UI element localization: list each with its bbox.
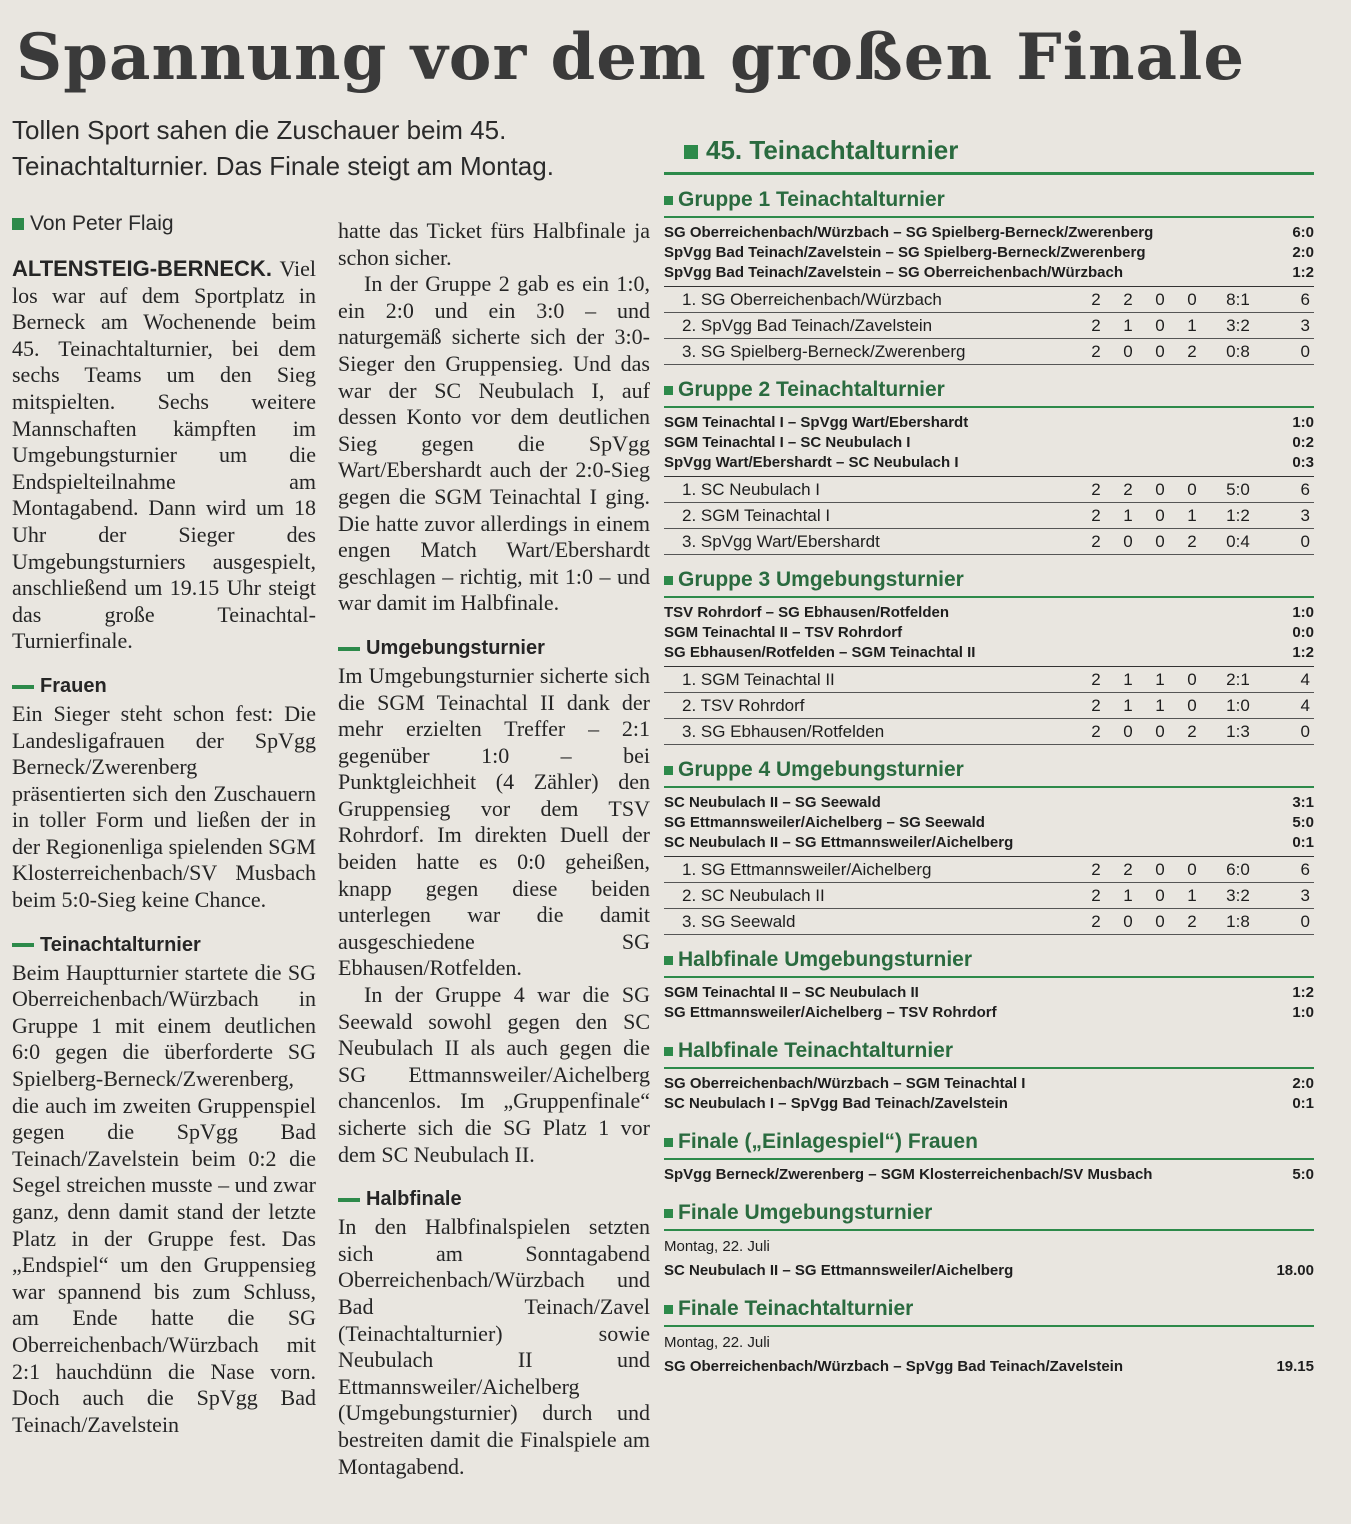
draws: 1 bbox=[1155, 695, 1165, 715]
goal-difference: 1:3 bbox=[1226, 721, 1250, 741]
square-bullet-icon bbox=[664, 196, 673, 205]
headline: Spannung vor dem großen Finale bbox=[16, 20, 1246, 95]
points: 6 bbox=[1300, 859, 1310, 879]
match-row bbox=[664, 793, 1314, 813]
match-score: 19.15 bbox=[1276, 1358, 1314, 1375]
match-row bbox=[664, 983, 1314, 1003]
section-title bbox=[664, 757, 1314, 788]
dash-marker-icon bbox=[12, 943, 34, 947]
paragraph-continued: hatte das Ticket fürs Halbfinale ja schon sicher. bbox=[338, 218, 650, 270]
games-played: 2 bbox=[1091, 289, 1101, 309]
section-hf-umgebung bbox=[664, 947, 1314, 1026]
match-list bbox=[664, 978, 1314, 1026]
match-row bbox=[664, 1165, 1314, 1185]
goal-difference: 3:2 bbox=[1226, 315, 1250, 335]
match-row bbox=[664, 833, 1314, 853]
match-score: 0:0 bbox=[1292, 624, 1314, 641]
match-row bbox=[664, 623, 1314, 643]
section-g3 bbox=[664, 567, 1314, 745]
points: 0 bbox=[1300, 911, 1310, 931]
match-score: 3:1 bbox=[1292, 794, 1314, 811]
standings-row bbox=[664, 477, 1314, 503]
paragraph-umgebung: Im Umgebungsturnier sicherte sich die SGM Teinachtal II dank der mehr erzielten Treffer – 2:1 gegenüber 1:0 – bei Punktgleichheit (4 Zähler) den Gruppensieg vor dem TSV Rohrdorf. Im direkten Duell der beiden hatte es 0:0 geheißen, knapp gegen diese beiden unterlegen war die damit ausgeschiedene SG Ebhausen/Rotfelden. bbox=[338, 662, 650, 981]
team-name: 3. SpVgg Wart/Ebershardt bbox=[682, 531, 880, 551]
losses: 2 bbox=[1187, 531, 1197, 551]
standings-table bbox=[664, 286, 1314, 365]
points: 3 bbox=[1300, 885, 1310, 905]
standings-row bbox=[664, 529, 1314, 555]
match-teams: SC Neubulach II – SG Ettmannsweiler/Aichelberg bbox=[664, 834, 1014, 851]
games-played: 2 bbox=[1091, 911, 1101, 931]
points: 3 bbox=[1300, 315, 1310, 335]
dash-marker-icon bbox=[338, 647, 360, 651]
square-bullet-icon bbox=[664, 766, 673, 775]
losses: 1 bbox=[1187, 505, 1197, 525]
losses: 0 bbox=[1187, 479, 1197, 499]
standings-row bbox=[664, 667, 1314, 693]
wins: 1 bbox=[1123, 505, 1133, 525]
section-title bbox=[664, 567, 1314, 598]
section-title-text: Gruppe 2 Teinachtalturnier bbox=[678, 378, 945, 401]
square-bullet-icon bbox=[664, 1305, 673, 1314]
match-teams: SC Neubulach II – SG Ettmannsweiler/Aichelberg bbox=[664, 1262, 1014, 1279]
match-teams: SpVgg Bad Teinach/Zavelstein – SG Oberreichenbach/Würzbach bbox=[664, 264, 1124, 281]
section-title bbox=[664, 947, 1314, 978]
match-score: 18.00 bbox=[1276, 1262, 1314, 1279]
draws: 0 bbox=[1155, 721, 1165, 741]
points: 6 bbox=[1300, 289, 1310, 309]
match-row bbox=[664, 1094, 1314, 1114]
points: 3 bbox=[1300, 505, 1310, 525]
match-teams: SG Oberreichenbach/Würzbach – SG Spielberg-Berneck/Zwerenberg bbox=[664, 224, 1154, 241]
match-date: Montag, 22. Juli bbox=[664, 1334, 770, 1351]
subheading-frauen bbox=[12, 673, 316, 699]
wins: 2 bbox=[1123, 859, 1133, 879]
points: 0 bbox=[1300, 531, 1310, 551]
match-row bbox=[664, 263, 1314, 283]
section-title bbox=[664, 377, 1314, 408]
match-row bbox=[664, 813, 1314, 833]
match-row bbox=[664, 1357, 1314, 1377]
paragraph-gruppe2: In der Gruppe 2 gab es ein 1:0, ein 2:0 und ein 3:0 – und naturgemäß sicherte sich der 3:0-Sieger den Gruppensieg. Und das war der SC Neubulach I, auf dessen Konto vor dem deutlichen Sieg gegen die SpVgg Wart/Ebershardt auch der 2:0-Sieg gegen die SGM Teinachtal I ging. Die hatte zuvor allerdings in einem engen Match Wart/Ebershardt geschlagen – richtig, mit 1:0 – und war damit im Halbfinale. bbox=[338, 271, 650, 616]
match-teams: SG Ettmannsweiler/Aichelberg – TSV Rohrdorf bbox=[664, 1004, 997, 1021]
square-bullet-icon bbox=[664, 1138, 673, 1147]
games-played: 2 bbox=[1091, 341, 1101, 361]
section-title bbox=[664, 1200, 1314, 1231]
draws: 1 bbox=[1155, 669, 1165, 689]
goal-difference: 8:1 bbox=[1226, 289, 1250, 309]
match-list bbox=[664, 1352, 1314, 1380]
section-title-text: Gruppe 4 Umgebungsturnier bbox=[678, 758, 964, 781]
subheading-umgebung bbox=[338, 635, 650, 661]
wins: 0 bbox=[1123, 721, 1133, 741]
points: 4 bbox=[1300, 695, 1310, 715]
match-score: 1:0 bbox=[1292, 1004, 1314, 1021]
standings-row bbox=[664, 503, 1314, 529]
wins: 2 bbox=[1123, 289, 1133, 309]
draws: 0 bbox=[1155, 505, 1165, 525]
square-bullet-icon bbox=[664, 956, 673, 965]
draws: 0 bbox=[1155, 531, 1165, 551]
section-title-text: Finale Umgebungsturnier bbox=[678, 1201, 933, 1224]
section-title bbox=[664, 1129, 1314, 1160]
games-played: 2 bbox=[1091, 885, 1101, 905]
match-row bbox=[664, 1074, 1314, 1094]
section-title bbox=[664, 187, 1314, 218]
points: 0 bbox=[1300, 341, 1310, 361]
match-score: 1:0 bbox=[1292, 604, 1314, 621]
wins: 2 bbox=[1123, 479, 1133, 499]
match-row bbox=[664, 243, 1314, 263]
square-bullet-icon bbox=[12, 218, 24, 230]
match-teams: SC Neubulach I – SpVgg Bad Teinach/Zavelstein bbox=[664, 1095, 1008, 1112]
standings-row bbox=[664, 857, 1314, 883]
match-list bbox=[664, 1256, 1314, 1284]
losses: 0 bbox=[1187, 695, 1197, 715]
wins: 1 bbox=[1123, 669, 1133, 689]
standings-row bbox=[664, 287, 1314, 313]
goal-difference: 1:0 bbox=[1226, 695, 1250, 715]
match-teams: TSV Rohrdorf – SG Ebhausen/Rotfelden bbox=[664, 604, 950, 621]
match-score: 5:0 bbox=[1292, 814, 1314, 831]
standings-table bbox=[664, 856, 1314, 935]
square-bullet-icon bbox=[664, 386, 673, 395]
paragraph-halbfinale: In den Halbfinalspielen setzten sich am Sonntagabend Oberreichenbach/Würzbach und Bad Teinach/Zavel (Teinachtalturnier) sowie Neubulach II und Ettmannsweiler/Aichelberg (Umgebungsturnier) durch und bestreiten damit die Finalspiele am Montagabend. bbox=[338, 1214, 650, 1479]
match-score: 2:0 bbox=[1292, 244, 1314, 261]
match-list bbox=[664, 598, 1314, 666]
games-played: 2 bbox=[1091, 721, 1101, 741]
byline bbox=[12, 212, 174, 236]
games-played: 2 bbox=[1091, 505, 1101, 525]
match-score: 2:0 bbox=[1292, 1075, 1314, 1092]
games-played: 2 bbox=[1091, 315, 1101, 335]
square-bullet-icon bbox=[684, 145, 698, 159]
games-played: 2 bbox=[1091, 669, 1101, 689]
losses: 2 bbox=[1187, 341, 1197, 361]
paragraph-teinachtal: Beim Hauptturnier startete die SG Oberreichenbach/Würzbach in Gruppe 1 mit einem deutlichen 6:0 gegen die überforderte SG Spielberg-Berneck/Zwerenberg, die auch im zweiten Gruppenspiel gegen die SpVgg Bad Teinach/Zavelstein beim 0:2 die Segel streichen musste – und zwar ganz, denn damit stand der letzte Platz in der Gruppe fest. Das „Endspiel“ um den Gruppensieg war spannend bis zum Schluss, am Ende hatte die SG Oberreichenbach/Würzbach mit 2:1 hauchdünn die Nase vorn. Doch auch die SpVgg Bad Teinach/Zavelstein bbox=[12, 959, 316, 1437]
paragraph-frauen: Ein Sieger steht schon fest: Die Landesligafrauen der SpVgg Berneck/Zwerenberg präsentierten sich den Zuschauern in toller Form und ließen der in der Regionenliga spielenden SGM Klosterreichenbach/SV Musbach beim 5:0-Sieg keine Chance. bbox=[12, 700, 316, 913]
losses: 0 bbox=[1187, 859, 1197, 879]
results-title bbox=[664, 128, 1314, 175]
goal-difference: 5:0 bbox=[1226, 479, 1250, 499]
standings-table bbox=[664, 666, 1314, 745]
section-g1 bbox=[664, 187, 1314, 365]
match-teams: SpVgg Berneck/Zwerenberg – SGM Klosterreichenbach/SV Musbach bbox=[664, 1166, 1153, 1183]
points: 6 bbox=[1300, 479, 1310, 499]
wins: 1 bbox=[1123, 695, 1133, 715]
draws: 0 bbox=[1155, 479, 1165, 499]
match-row bbox=[664, 1003, 1314, 1023]
match-score: 1:2 bbox=[1292, 984, 1314, 1001]
square-bullet-icon bbox=[664, 1209, 673, 1218]
team-name: 3. SG Spielberg-Berneck/Zwerenberg bbox=[682, 341, 966, 361]
results-box bbox=[664, 128, 1314, 1380]
standings-row bbox=[664, 313, 1314, 339]
section-title-text: Gruppe 3 Umgebungsturnier bbox=[678, 568, 964, 591]
team-name: 2. SGM Teinachtal I bbox=[682, 505, 831, 525]
match-teams: SpVgg Wart/Ebershardt – SC Neubulach I bbox=[664, 454, 959, 471]
match-teams: SG Oberreichenbach/Würzbach – SpVgg Bad Teinach/Zavelstein bbox=[664, 1358, 1124, 1375]
team-name: 3. SG Ebhausen/Rotfelden bbox=[682, 721, 885, 741]
goal-difference: 2:1 bbox=[1226, 669, 1250, 689]
match-row bbox=[664, 453, 1314, 473]
section-g4 bbox=[664, 757, 1314, 935]
goal-difference: 3:2 bbox=[1226, 885, 1250, 905]
subheading-teinachtal-text: Teinachtalturnier bbox=[40, 933, 201, 956]
match-teams: SC Neubulach II – SG Seewald bbox=[664, 794, 881, 811]
section-title-text: Gruppe 1 Teinachtalturnier bbox=[678, 188, 945, 211]
team-name: 2. TSV Rohrdorf bbox=[682, 695, 805, 715]
team-name: 1. SG Oberreichenbach/Würzbach bbox=[682, 289, 942, 309]
match-list bbox=[664, 788, 1314, 856]
subheading-teinachtal bbox=[12, 932, 316, 958]
losses: 2 bbox=[1187, 721, 1197, 741]
match-score: 5:0 bbox=[1292, 1166, 1314, 1183]
losses: 1 bbox=[1187, 315, 1197, 335]
section-g2 bbox=[664, 377, 1314, 555]
article-column-1 bbox=[12, 256, 316, 1438]
match-list bbox=[664, 408, 1314, 476]
wins: 0 bbox=[1123, 341, 1133, 361]
paragraph-gruppe4: In der Gruppe 4 war die SG Seewald sowohl gegen den SC Neubulach II als auch gegen die SG Ettmannsweiler/Aichelberg chancenlos. Im „Gruppenfinale“ sicherte sich die SG Platz 1 vor dem SC Neubulach II. bbox=[338, 982, 650, 1167]
match-score: 0:3 bbox=[1292, 454, 1314, 471]
dateline: ALTENSTEIG-BERNECK. bbox=[12, 256, 272, 281]
match-score: 1:0 bbox=[1292, 414, 1314, 431]
team-name: 2. SC Neubulach II bbox=[682, 885, 825, 905]
team-name: 1. SG Ettmannsweiler/Aichelberg bbox=[682, 859, 932, 879]
section-title-text: Halbfinale Teinachtalturnier bbox=[678, 1039, 953, 1062]
match-score: 1:2 bbox=[1292, 264, 1314, 281]
dash-marker-icon bbox=[12, 685, 34, 689]
match-date: Montag, 22. Juli bbox=[664, 1238, 770, 1255]
standings-table bbox=[664, 476, 1314, 555]
intro-paragraph: Viel los war auf dem Sportplatz in Berneck am Wochenende beim 45. Teinachtalturnier, bei dem sechs Teams um den Sieg mitspielten. Sechs weitere Mannschaften kämpften im Umgebungsturnier um die Endspielteilnahme am Montagabend. Dann wird um 18 Uhr der Sieger des Umgebungsturniers ausgespielt, anschließend um 19.15 Uhr steigt das große Teinachtal-Turnierfinale. bbox=[12, 256, 316, 654]
byline-text: Von Peter Flaig bbox=[30, 212, 174, 235]
goal-difference: 0:8 bbox=[1226, 341, 1250, 361]
losses: 2 bbox=[1187, 911, 1197, 931]
square-bullet-icon bbox=[664, 1047, 673, 1056]
results-title-text: 45. Teinachtalturnier bbox=[706, 135, 959, 165]
section-title bbox=[664, 1296, 1314, 1327]
subheading-frauen-text: Frauen bbox=[40, 674, 107, 697]
points: 0 bbox=[1300, 721, 1310, 741]
match-row bbox=[664, 223, 1314, 243]
match-teams: SGM Teinachtal II – SC Neubulach II bbox=[664, 984, 919, 1001]
subheading-umgebung-text: Umgebungsturnier bbox=[366, 636, 545, 659]
section-finale-umgebung bbox=[664, 1200, 1314, 1284]
dash-marker-icon bbox=[338, 1198, 360, 1202]
match-teams: SGM Teinachtal I – SC Neubulach I bbox=[664, 434, 911, 451]
draws: 0 bbox=[1155, 341, 1165, 361]
section-title-text: Finale („Einlagespiel“) Frauen bbox=[678, 1130, 978, 1153]
losses: 0 bbox=[1187, 669, 1197, 689]
games-played: 2 bbox=[1091, 479, 1101, 499]
games-played: 2 bbox=[1091, 531, 1101, 551]
match-teams: SGM Teinachtal I – SpVgg Wart/Ebershardt bbox=[664, 414, 969, 431]
subheading-halbfinale bbox=[338, 1186, 650, 1212]
losses: 0 bbox=[1187, 289, 1197, 309]
match-list bbox=[664, 1069, 1314, 1117]
section-title-text: Finale Teinachtalturnier bbox=[678, 1297, 914, 1320]
match-teams: SG Oberreichenbach/Würzbach – SGM Teinachtal I bbox=[664, 1075, 1026, 1092]
goal-difference: 6:0 bbox=[1226, 859, 1250, 879]
draws: 0 bbox=[1155, 315, 1165, 335]
standings-row bbox=[664, 909, 1314, 935]
standings-row bbox=[664, 339, 1314, 365]
match-score: 0:1 bbox=[1292, 1095, 1314, 1112]
team-name: 2. SpVgg Bad Teinach/Zavelstein bbox=[682, 315, 933, 335]
losses: 1 bbox=[1187, 885, 1197, 905]
draws: 0 bbox=[1155, 885, 1165, 905]
section-title bbox=[664, 1038, 1314, 1069]
wins: 1 bbox=[1123, 315, 1133, 335]
draws: 0 bbox=[1155, 289, 1165, 309]
article-column-2 bbox=[338, 218, 650, 1480]
subheadline: Tollen Sport sahen die Zuschauer beim 45. Teinachtalturnier. Das Finale steigt am Montag. bbox=[12, 115, 554, 181]
points: 4 bbox=[1300, 669, 1310, 689]
wins: 1 bbox=[1123, 885, 1133, 905]
draws: 0 bbox=[1155, 911, 1165, 931]
goal-difference: 0:4 bbox=[1226, 531, 1250, 551]
draws: 0 bbox=[1155, 859, 1165, 879]
standings-row bbox=[664, 693, 1314, 719]
match-row bbox=[664, 1261, 1314, 1281]
standings-row bbox=[664, 719, 1314, 745]
goal-difference: 1:2 bbox=[1226, 505, 1250, 525]
goal-difference: 1:8 bbox=[1226, 911, 1250, 931]
team-name: 1. SGM Teinachtal II bbox=[682, 669, 835, 689]
subheading-halbfinale-text: Halbfinale bbox=[366, 1188, 462, 1211]
section-hf-teinachtal bbox=[664, 1038, 1314, 1117]
match-teams: SG Ettmannsweiler/Aichelberg – SG Seewald bbox=[664, 814, 985, 831]
team-name: 3. SG Seewald bbox=[682, 911, 796, 931]
section-title-text: Halbfinale Umgebungsturnier bbox=[678, 948, 973, 971]
match-list bbox=[664, 1160, 1314, 1188]
match-row bbox=[664, 643, 1314, 663]
wins: 0 bbox=[1123, 911, 1133, 931]
section-finale-teinachtal bbox=[664, 1296, 1314, 1380]
match-row bbox=[664, 603, 1314, 623]
square-bullet-icon bbox=[664, 576, 673, 585]
match-score: 0:2 bbox=[1292, 434, 1314, 451]
results-sections bbox=[664, 187, 1314, 1380]
match-teams: SG Ebhausen/Rotfelden – SGM Teinachtal II bbox=[664, 644, 976, 661]
match-list bbox=[664, 218, 1314, 286]
match-score: 0:1 bbox=[1292, 834, 1314, 851]
games-played: 2 bbox=[1091, 695, 1101, 715]
team-name: 1. SC Neubulach I bbox=[682, 479, 820, 499]
match-teams: SGM Teinachtal II – TSV Rohrdorf bbox=[664, 624, 903, 641]
games-played: 2 bbox=[1091, 859, 1101, 879]
match-row bbox=[664, 433, 1314, 453]
match-row bbox=[664, 413, 1314, 433]
section-finale-frauen bbox=[664, 1129, 1314, 1188]
match-teams: SpVgg Bad Teinach/Zavelstein – SG Spielberg-Berneck/Zwerenberg bbox=[664, 244, 1146, 261]
wins: 0 bbox=[1123, 531, 1133, 551]
standings-row bbox=[664, 883, 1314, 909]
match-score: 1:2 bbox=[1292, 644, 1314, 661]
match-score: 6:0 bbox=[1292, 224, 1314, 241]
